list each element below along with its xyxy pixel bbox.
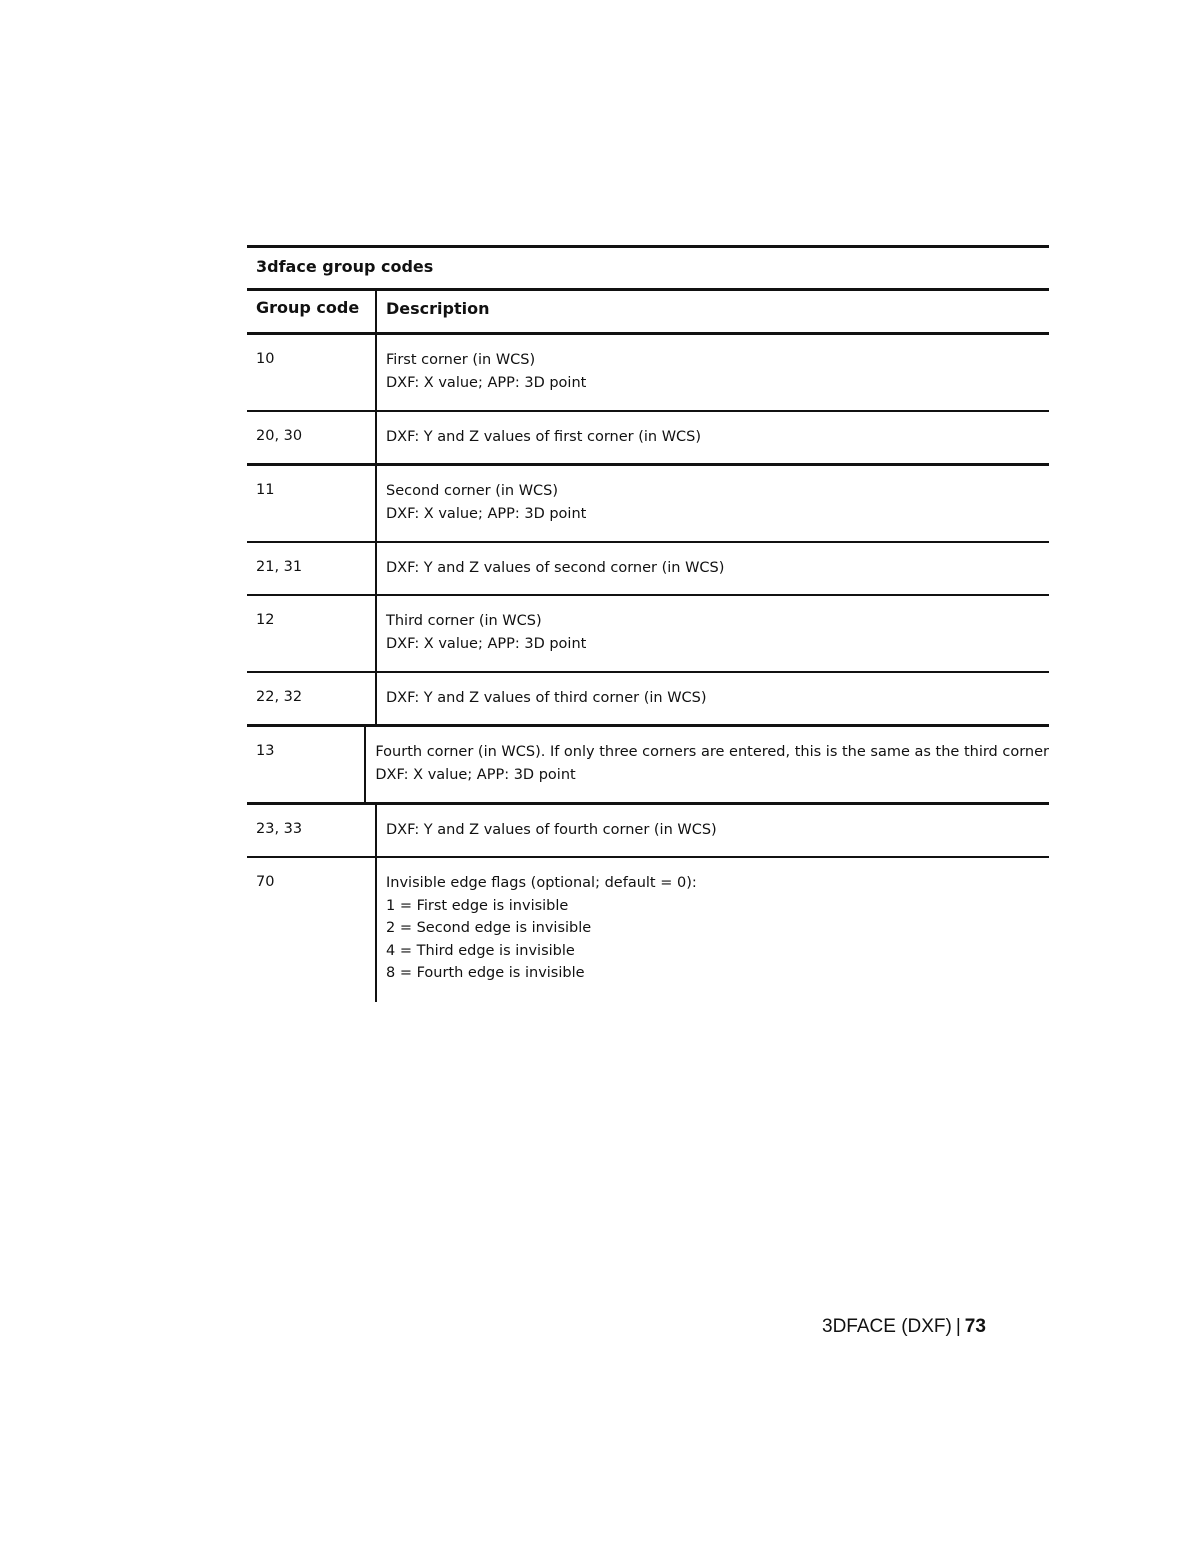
footer-section-title: 3DFACE (DXF) [822,1316,952,1337]
table-title: 3dface group codes [256,257,434,276]
description-cell [375,412,1049,463]
table-row [247,858,1049,1002]
description-line: Second corner (in WCS) [386,483,559,499]
description-cell [375,858,1049,1002]
description-line: DXF: Y and Z values of first corner (in WCS) [386,429,702,445]
description-cell [375,805,1049,856]
description-line: DXF: Y and Z values of fourth corner (in WCS) [386,822,717,838]
table-row [247,596,1049,671]
table-row [247,466,1049,541]
description-line: DXF: X value; APP: 3D point [375,766,576,783]
group-code-cell: 22, 32 [256,689,303,705]
description-line: DXF: X value; APP: 3D point [386,635,587,652]
group-code-cell: 70 [256,874,275,890]
footer-separator: | [955,1316,961,1337]
page-number: 73 [964,1316,986,1337]
table-row [247,805,1049,856]
table-header-row [247,291,1049,332]
description-line: 8 = Fourth edge is invisible [386,965,585,981]
table-row [247,673,1049,724]
table-row [247,412,1049,463]
group-codes-table [247,245,1049,1002]
group-code-cell: 21, 31 [256,559,303,575]
group-code-cell: 13 [256,743,275,759]
description-line: 4 = Third edge is invisible [386,942,575,959]
description-line: Third corner (in WCS) [386,613,542,629]
group-code-cell: 23, 33 [256,821,303,837]
table-row [247,727,1049,802]
description-line: 1 = First edge is invisible [386,897,569,914]
description-cell [375,335,1049,410]
description-cell [375,466,1049,541]
description-cell [375,596,1049,671]
description-cell [375,673,1049,724]
description-line: DXF: X value; APP: 3D point [386,505,587,522]
group-code-cell: 11 [256,482,275,498]
table-row [247,335,1049,410]
group-code-cell: 20, 30 [256,428,303,444]
description-cell [375,543,1049,594]
header-group-code: Group code [256,298,360,317]
description-cell [364,727,1049,802]
description-line: DXF: X value; APP: 3D point [386,374,587,391]
group-code-cell: 12 [256,612,275,628]
header-description: Description [375,291,1049,332]
description-line: Fourth corner (in WCS). If only three corners are entered, this is the same as the third corner [375,744,1049,760]
description-line: First corner (in WCS) [386,352,536,368]
group-code-cell: 10 [256,351,275,367]
description-line: 2 = Second edge is invisible [386,920,592,936]
table-row [247,543,1049,594]
description-line: DXF: Y and Z values of second corner (in WCS) [386,560,725,576]
page-footer [822,1316,986,1338]
description-line: Invisible edge flags (optional; default = 0): [386,875,697,891]
description-line: DXF: Y and Z values of third corner (in WCS) [386,690,707,706]
